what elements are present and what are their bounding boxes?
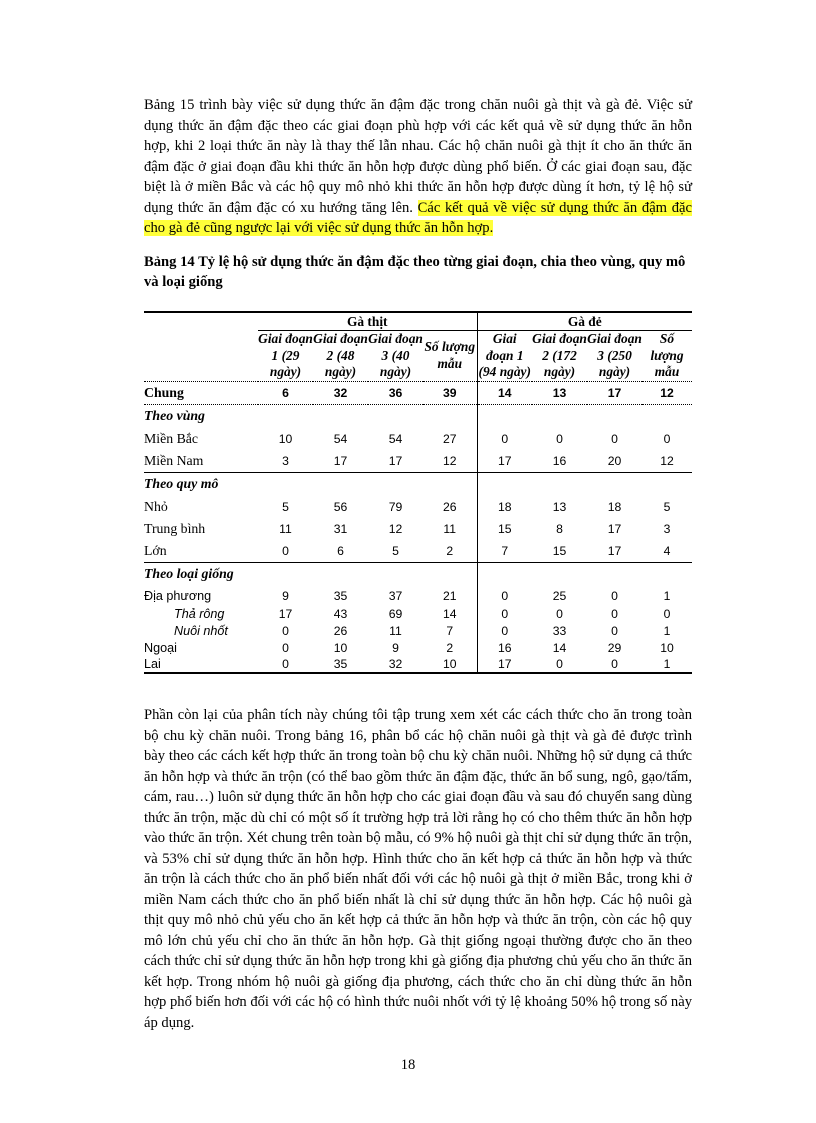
table-cell: 14	[477, 381, 532, 404]
table-cell: 17	[607, 522, 622, 536]
table-cell: 9	[392, 640, 399, 655]
table-cell: 14	[552, 640, 567, 655]
row-label: Thả rông	[174, 606, 225, 621]
empty-cell	[532, 472, 587, 496]
table-cell: 17	[587, 381, 642, 404]
table-cell: 13	[552, 500, 567, 514]
empty-cell	[642, 562, 692, 586]
table-cell: 5	[282, 500, 289, 514]
empty-cell	[477, 562, 532, 586]
page-number: 18	[400, 1057, 416, 1073]
row-label: Địa phương	[144, 588, 212, 603]
table-cell: 17	[333, 453, 348, 468]
intro-paragraph	[144, 95, 692, 239]
table-row	[144, 622, 692, 639]
empty-cell	[532, 562, 587, 586]
table-cell: 17	[607, 543, 622, 558]
column-header: Giai đoạn 1 (29 ngày)	[258, 331, 313, 379]
empty-cell	[313, 472, 368, 496]
table-cell: 27	[442, 432, 457, 446]
table-cell: 13	[532, 381, 587, 404]
section-title: Theo vùng	[144, 408, 205, 424]
table-cell: 69	[388, 606, 403, 621]
table-cell: 39	[423, 381, 477, 404]
table-cell: 56	[333, 500, 348, 514]
empty-cell	[368, 562, 423, 586]
table-cell: 5	[392, 543, 399, 558]
table-cell: 16	[477, 639, 532, 656]
empty-cell	[368, 404, 423, 428]
empty-cell	[477, 472, 532, 496]
table-row	[144, 381, 692, 404]
empty-cell	[423, 404, 477, 428]
table-cell: 26	[442, 500, 457, 514]
table-cell: 0	[611, 588, 618, 603]
table-cell: 11	[443, 522, 457, 536]
empty-cell	[368, 472, 423, 496]
table-cell: 17	[278, 606, 293, 621]
section-row	[144, 404, 692, 428]
table-cell: 12	[642, 381, 692, 404]
column-header: Giai đoạn 3 (40 ngày)	[368, 331, 423, 379]
table-cell: 12	[388, 522, 403, 536]
table-row	[144, 540, 692, 562]
table-row	[144, 656, 692, 673]
table-row	[144, 428, 692, 450]
section-title: Theo quy mô	[144, 472, 258, 496]
table-row	[144, 586, 692, 605]
empty-cell	[313, 562, 368, 586]
row-label: Miền Bắc	[144, 431, 199, 446]
table-cell: 0	[477, 586, 532, 605]
table-cell: 0	[611, 623, 618, 638]
table-cell: 0	[282, 543, 289, 558]
table-cell: 54	[333, 432, 348, 446]
table-cell: 0	[556, 432, 563, 446]
table-cell: 0	[477, 428, 532, 450]
table-cell: 36	[368, 381, 423, 404]
table-cell: 1	[663, 588, 671, 603]
column-header: Giai đoạn 2 (48 ngày)	[313, 331, 368, 379]
table-cell: 35	[313, 656, 368, 673]
table-cell: 15	[477, 518, 532, 540]
table-cell: 0	[477, 605, 532, 622]
table-cell: 8	[556, 522, 563, 536]
table-cell: 18	[607, 500, 622, 514]
table-cell: 10	[278, 432, 293, 446]
highlighted-sentence: Các kết quả về việc sử dụng thức ăn đậm đặc cho gà đẻ cũng ngược lại với việc sử dụng thức ăn hỗn hợp.	[144, 199, 692, 236]
row-label: Lai	[144, 656, 258, 673]
table-row	[144, 639, 692, 656]
empty-cell	[642, 472, 692, 496]
table-cell: 29	[607, 640, 622, 655]
table-cell: 6	[337, 543, 344, 558]
table-cell: 79	[388, 500, 403, 514]
table-cell: 17	[477, 450, 532, 472]
table-row	[144, 496, 692, 518]
empty-cell	[642, 404, 692, 428]
empty-cell	[587, 404, 642, 428]
table-cell: 20	[607, 453, 622, 468]
empty-cell	[532, 404, 587, 428]
table-cell: 2	[446, 640, 454, 655]
table-cell: 1	[663, 623, 671, 638]
column-header: Số lượng mẫu	[642, 331, 692, 382]
body-paragraph: Phần còn lại của phân tích này chúng tôi tập trung xem xét các cách thức cho ăn trong toàn bộ chu kỳ chăn nuôi. Trong bảng 16, phân bổ các hộ chăn nuôi gà thịt và gà đẻ được trình bày theo các cách kết hợp thức ăn trong toàn bộ chu kỳ chăn nuôi. Những hộ sử dụng cả thức ăn hỗn hợp và thức ăn trộn (có thể bao gồm thức ăn đậm đặc, thức ăn bổ sung, ngô, gạo/tấm, cám, rau…) luôn sử dụng thức ăn hỗn hợp cho các giai đoạn đầu và sau đó chuyển sang dùng thức ăn trộn, mặc dù chỉ có một số ít trường hợp trả lời rằng họ có cho thêm thức ăn hỗn hợp vào thức ăn trộn. Xét chung trên toàn bộ mẫu, có 9% hộ nuôi gà thịt chỉ sử dụng thức ăn trộn, và 53% chỉ sử dụng thức ăn hỗn hợp. Hình thức cho ăn kết hợp cả thức ăn hỗn hợp và thức ăn trộn là cách thức cho ăn phổ biến nhất đối với các hộ nuôi gà thịt ở miền Bắc, trong khi ở miền Nam cách thức cho ăn phổ biến nhất là chỉ sử dụng thức ăn hỗn hợp. Các hộ nuôi gà thịt quy mô nhỏ chủ yếu cho ăn kết hợp cả thức ăn hỗn hợp và thức ăn trộn, còn các hộ quy mô lớn chủ yếu chỉ cho ăn thức ăn hỗn hợp. Gà thịt giống ngoại thường được cho ăn theo cách thức chỉ sử dụng thức ăn hỗn hợp trong khi gà giống địa phương chủ yếu cho ăn thức ăn kết hợp. Trong nhóm hộ nuôi gà giống địa phương, cách thức cho ăn chỉ dùng thức ăn hỗn hợp phổ biến hơn đối với các hộ có hình thức nuôi nhốt với tỷ lệ khoảng 50% hộ trong số này áp dụng.	[144, 707, 692, 1031]
table-title: Bảng 14 Tỷ lệ hộ sử dụng thức ăn đậm đặc theo từng giai đoạn, chia theo vùng, quy mô và loại giống	[144, 254, 686, 290]
table-cell: 0	[282, 640, 289, 655]
table-row	[144, 450, 692, 472]
empty-cell	[423, 472, 477, 496]
section-title: Theo loại giống	[144, 562, 258, 586]
table-cell: 0	[587, 656, 642, 673]
table-cell: 2	[446, 543, 454, 558]
column-header: Giai đoạn 2 (172 ngày)	[532, 331, 587, 379]
table-cell: 6	[258, 381, 313, 404]
table-cell: 0	[258, 656, 313, 673]
table-row	[144, 518, 692, 540]
table-cell: 35	[333, 588, 348, 603]
section-row	[144, 562, 692, 586]
table-cell: 7	[446, 623, 454, 638]
table-cell: 15	[552, 543, 567, 558]
section-row	[144, 472, 692, 496]
table-cell: 17	[388, 453, 403, 468]
table-cell: 32	[313, 381, 368, 404]
table-cell: 0	[477, 622, 532, 639]
table-cell: 37	[388, 588, 403, 603]
group-header-ga-de: Gà đẻ	[477, 313, 692, 331]
table-cell: 12	[660, 453, 674, 468]
table-cell: 1	[642, 656, 692, 673]
table-cell: 17	[477, 656, 532, 673]
table-cell: 33	[552, 623, 567, 638]
table-cell: 14	[442, 606, 457, 621]
data-table	[144, 311, 692, 674]
table-cell: 10	[660, 640, 674, 655]
column-header: Giai đoạn 1 (94 ngày)	[478, 331, 531, 379]
table-cell: 11	[279, 522, 292, 536]
table-row	[144, 605, 692, 622]
table-cell: 0	[556, 606, 563, 621]
group-header-ga-thit: Gà thịt	[258, 313, 477, 331]
table-cell: 0	[663, 606, 671, 621]
column-header: Số lượng mẫu	[423, 331, 477, 382]
table-cell: 16	[552, 453, 567, 468]
table-cell: 3	[663, 522, 671, 536]
row-label: Miền Nam	[144, 452, 204, 468]
table-cell: 5	[663, 500, 671, 514]
table-cell: 0	[532, 656, 587, 673]
table-cell: 25	[552, 588, 567, 603]
row-label: Chung	[144, 381, 258, 404]
row-label: Nhỏ	[144, 499, 168, 514]
table-cell: 32	[368, 656, 423, 673]
table-cell: 10	[333, 640, 348, 655]
empty-cell	[423, 562, 477, 586]
row-label: Lớn	[144, 542, 167, 558]
empty-cell	[258, 562, 313, 586]
table-cell: 43	[333, 606, 348, 621]
empty-cell	[313, 404, 368, 428]
empty-cell	[587, 472, 642, 496]
empty-cell	[587, 562, 642, 586]
table-cell: 3	[282, 453, 289, 468]
row-label: Ngoại	[144, 640, 177, 655]
row-label: Trung bình	[144, 521, 206, 536]
table-cell: 4	[663, 543, 671, 558]
table-cell: 21	[442, 588, 457, 603]
empty-cell	[258, 404, 313, 428]
table-cell: 0	[611, 432, 618, 446]
table-cell: 54	[388, 432, 403, 446]
table-cell: 18	[477, 496, 532, 518]
table-cell: 10	[423, 656, 477, 673]
table-cell: 7	[477, 540, 532, 562]
intro-text: Bảng 15 trình bày việc sử dụng thức ăn đậm đặc trong chăn nuôi gà thịt và gà đẻ. Việc sử dụng thức ăn đậm đặc theo các giai đoạn phù hợp với các kết quả về sử dụng thức ăn hỗn hợp, khi 2 loại thức ăn này là thay thế lẫn nhau. Các hộ chăn nuôi gà thịt ít cho ăn thức ăn đậm đặc ở giai đoạn đầu khi thức ăn hỗn hợp được dùng phổ biến. Ở các giai đoạn sau, đặc biệt là ở miền Bắc và các hộ quy mô nhỏ khi thức ăn hỗn hợp được dùng ít hơn, tỷ lệ hộ sử dụng thức ăn đậm đặc có xu hướng tăng lên.	[144, 97, 692, 216]
table-cell: 0	[663, 432, 671, 446]
table-cell: 9	[282, 588, 289, 603]
row-label: Nuôi nhốt	[174, 623, 228, 638]
table-cell: 26	[333, 623, 348, 638]
table-cell: 12	[442, 453, 457, 468]
column-header: Giai đoạn 3 (250 ngày)	[587, 331, 642, 379]
table-cell: 31	[333, 522, 348, 536]
table-cell: 0	[611, 606, 618, 621]
table-cell: 11	[389, 623, 402, 638]
empty-cell	[477, 404, 532, 428]
table-cell: 0	[282, 623, 289, 638]
empty-cell	[258, 472, 313, 496]
